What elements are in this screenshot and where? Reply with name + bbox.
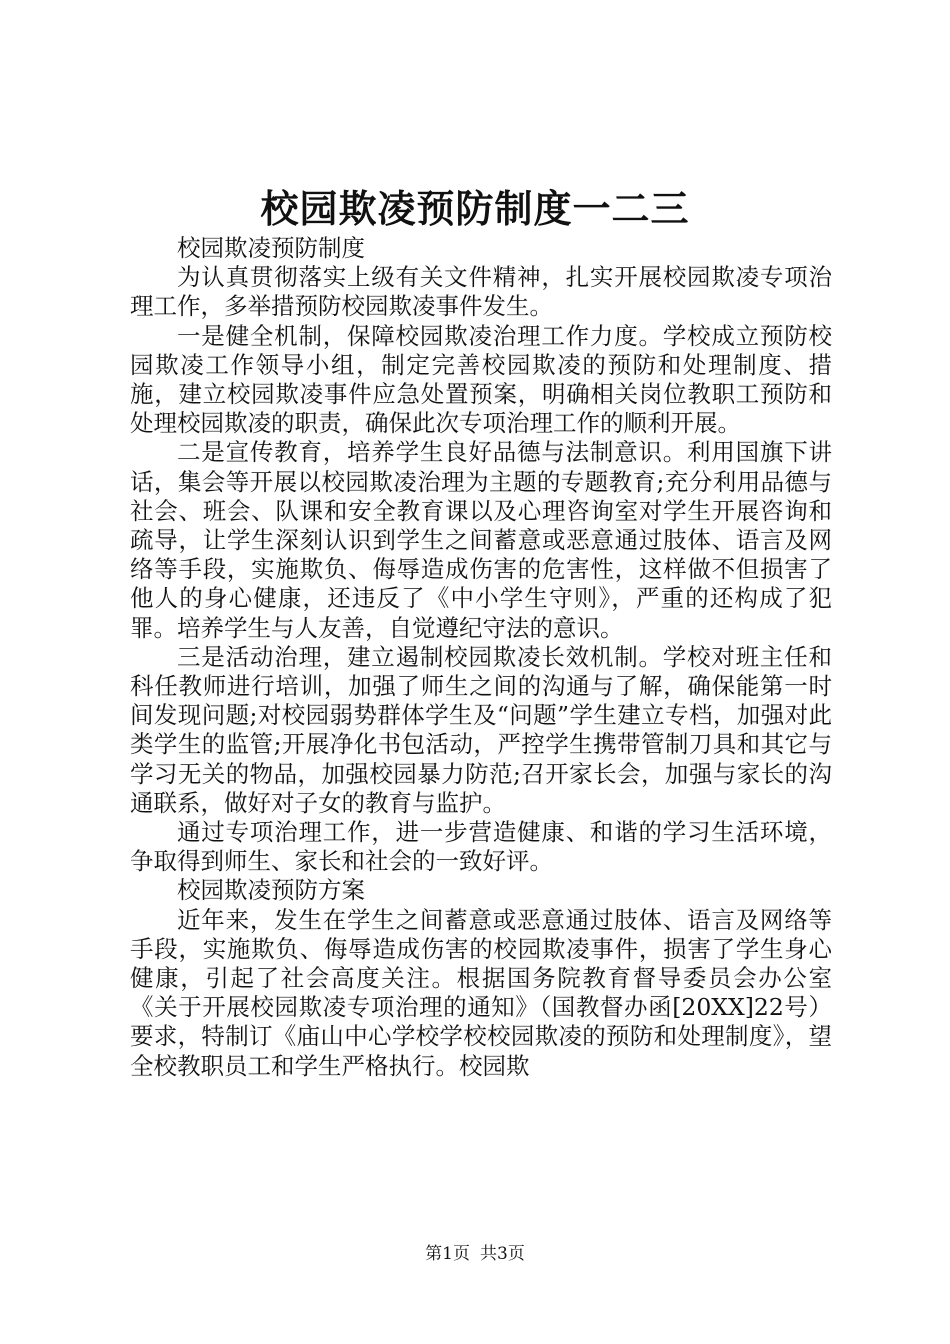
document-title: 校园欺凌预防制度一二三 — [260, 186, 690, 231]
paragraph: 一是健全机制，保障校园欺凌治理工作力度。学校成立预防校园欺凌工作领导小组，制定完善校园欺凌的预防和处理制度、措施，建立校园欺凌事件应急处置预案，明确相关岗位教职工预防和处理校园欺凌的职责，确保此次专项治理工作的顺利开展。 — [130, 321, 832, 438]
paragraph: 二是宣传教育，培养学生良好品德与法制意识。利用国旗下讲话，集会等开展以校园欺凌治理为主题的专题教育;充分利用品德与社会、班会、队课和安全教育课以及心理咨询室对学生开展咨询和疏导，让学生深刻认识到学生之间蓄意或恶意通过肢体、语言及网络等手段，实施欺负、侮辱造成伤害的危害性，这样做不但损害了他人的身心健康，还违反了《中小学生守则》，严重的还构成了犯罪。培养学生与人友善，自觉遵纪守法的意识。 — [130, 438, 832, 642]
section-heading: 校园欺凌预防制度 — [177, 234, 365, 262]
section-heading: 校园欺凌预防方案 — [177, 876, 365, 905]
page-total: 共3页 — [480, 1244, 525, 1264]
paragraph: 三是活动治理，建立遏制校园欺凌长效机制。学校对班主任和科任教师进行培训，加强了师生之间的沟通与了解，确保能第一时间发现问题;对校园弱势群体学生及“问题”学生建立专档，加强对此类学生的监管;开展净化书包活动，严控学生携带管制刀具和其它与学习无关的物品，加强校园暴力防范;召开家长会，加强与家长的沟通联系，做好对子女的教育与监护。 — [130, 642, 832, 817]
page-number: 第1页 — [425, 1244, 470, 1264]
paragraph: 为认真贯彻落实上级有关文件精神，扎实开展校园欺凌专项治理工作，多举措预防校园欺凌事件发生。 — [130, 263, 832, 321]
document-body — [130, 234, 832, 1081]
paragraph: 近年来，发生在学生之间蓄意或恶意通过肢体、语言及网络等手段，实施欺负、侮辱造成伤害的校园欺凌事件，损害了学生身心健康，引起了社会高度关注。根据国务院教育督导委员会办公室《关于开展校园欺凌专项治理的通知》（国教督办函[20XX]22号）要求，特制订《庙山中心学校学校校园欺凌的预防和处理制度》，望全校教职员工和学生严格执行。校园欺 — [130, 905, 832, 1080]
paragraph: 通过专项治理工作，进一步营造健康、和谐的学习生活环境，争取得到师生、家长和社会的一致好评。 — [130, 818, 832, 876]
page-footer — [0, 1243, 950, 1265]
